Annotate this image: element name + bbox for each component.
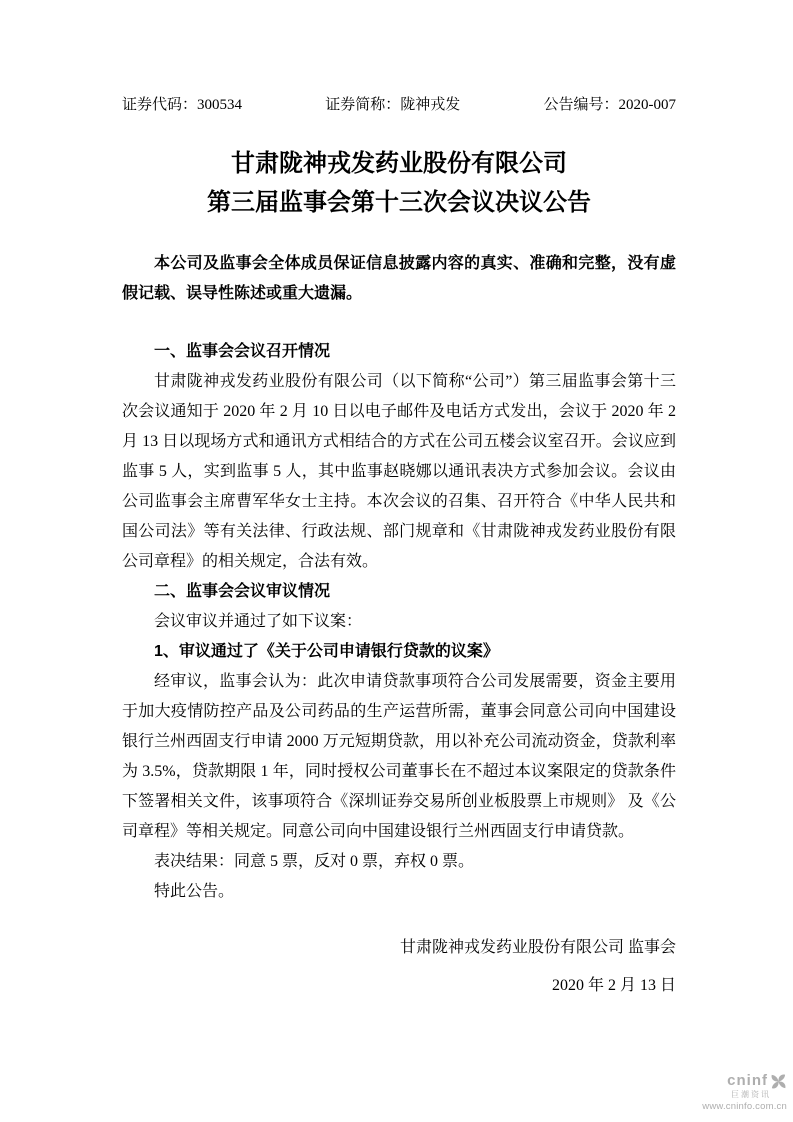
document-title	[122, 144, 676, 222]
cninfo-brand-cn: 巨潮资讯	[731, 1089, 771, 1099]
closing-statement: 特此公告。	[154, 883, 235, 900]
section2-heading: 二、监事会会议审议情况	[154, 583, 331, 600]
announcement-number: 公告编号：2020-007	[543, 97, 676, 113]
vote-result: 表决结果：同意 5 票，反对 0 票，弃权 0 票。	[154, 853, 475, 870]
stock-code: 证券代码：300534	[122, 97, 243, 113]
signature-company: 甘肃陇神戎发药业股份有限公司 监事会	[399, 939, 676, 956]
resolution-item1-paragraph: 经审议，监事会认为：此次申请贷款事项符合公司发展需要，资金主要用于加大疫情防控产品及公司药品的生产运营所需，董事会同意公司向中国建设银行兰州西固支行申请 2000 万元短期贷款，用以补充公司流动资金，贷款利率为 3.5%，贷款期限 1 年，同时授权公司董事长在不超过本议案限定的贷款条件下签署相关文件，该事项符合《深圳证券交易所创业板股票上市规则》 及《公司章程》等相关规定。同意公司向中国建设银行兰州西固支行申请贷款。	[122, 673, 676, 840]
section2-intro: 会议审议并通过了如下议案：	[154, 613, 363, 630]
document-title-line1: 甘肃陇神戎发药业股份有限公司	[231, 150, 567, 177]
document-header-row	[122, 96, 676, 114]
section1-paragraph: 甘肃陇神戎发药业股份有限公司（以下简称“公司”）第三届监事会第十三次会议通知于 2020 年 2 月 10 日以电子邮件及电话方式发出，会议于 2020 年 2 月 13 日以现场方式和通讯方式相结合的方式在公司五楼会议室召开。会议应到监事 5 人，实到监事 5 人，其中监事赵晓娜以通讯表决方式参加会议。会议由公司监事会主席曹军华女士主持。本次会议的召集、召开符合《中华人民共和国公司法》等有关法律、行政法规、部门规章和《甘肃陇神戎发药业股份有限公司章程》的相关规定，合法有效。	[122, 373, 676, 570]
stock-short-name: 证券简称：陇神戎发	[325, 97, 461, 113]
section1-heading: 一、监事会会议召开情况	[154, 343, 331, 360]
cninfo-watermark	[702, 1073, 787, 1112]
disclaimer-statement: 本公司及监事会全体成员保证信息披露内容的真实、准确和完整，没有虚假记载、误导性陈述或重大遗漏。	[122, 255, 676, 302]
cninfo-url: www.cninfo.com.cn	[702, 1100, 787, 1112]
signature-date: 2020 年 2 月 13 日	[551, 977, 676, 994]
resolution-item1-heading: 1、审议通过了《关于公司申请银行贷款的议案》	[154, 643, 499, 660]
cninfo-logo-text: cninf	[727, 1072, 768, 1090]
document-title-line2: 第三届监事会第十三次会议决议公告	[207, 189, 591, 216]
cninfo-swirl-icon	[770, 1073, 787, 1090]
